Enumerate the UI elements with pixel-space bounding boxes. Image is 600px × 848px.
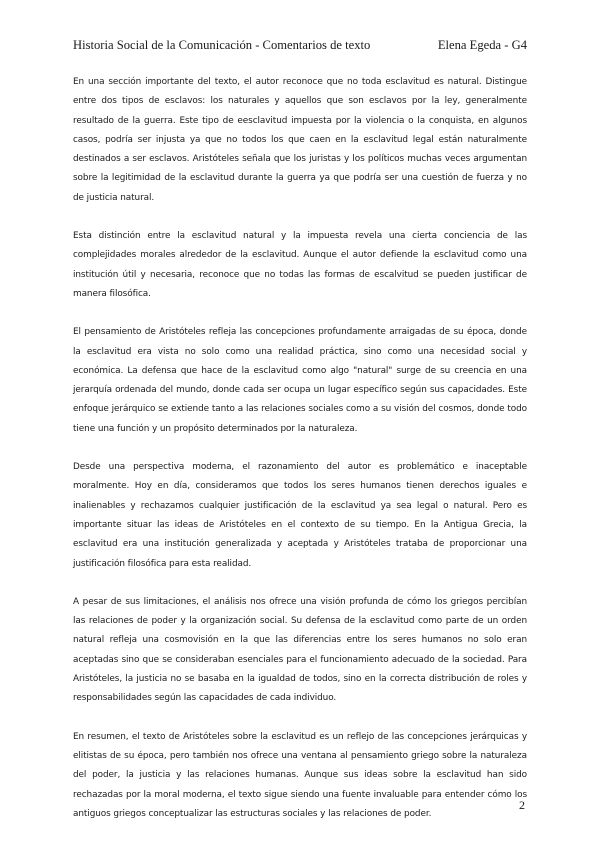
paragraph-3: El pensamiento de Aristóteles refleja las concepciones profundamente arraigadas de su época, donde la esclavitud era vista no solo como una realidad práctica, sino como una necesidad social y económica. La defensa que hace de la esclavitud como algo "natural" surge de su creencia en una jerarquía ordenada del mundo, donde cada ser ocupa un lugar específico según sus capacidades. Este enfoque jerárquico se extiende tanto a las relaciones sociales como a su visión del cosmos, donde todo tiene una función y un propósito determinados por la naturaleza.	[73, 327, 527, 434]
paragraph-1: En una sección importante del texto, el autor reconoce que no toda esclavitud es natural. Distingue entre dos tipos de esclavos: los naturales y aquellos que son esclavos por la ley, generalmente resultado de la guerra. Este tipo de eesclavitud impuesta por la violencia o la conquista, en algunos casos, podría ser injusta ya que no todos los que caen en la esclavitud legal están naturalmente destinados a ser esclavos. Aristóteles señala que los juristas y los políticos muchas veces argumentan sobre la legitimidad de la esclavitud durante la guerra ya que podría ser una cuestión de fuerza y no de justicia natural.	[73, 77, 527, 203]
body-text	[73, 73, 527, 843]
paragraph-2: Esta distinción entre la esclavitud natural y la impuesta revela una cierta conciencia de las complejidades morales alrededor de la esclavitud. Aunque el autor defiende la esclavitud como una institución útil y necesaria, reconoce que no todas las formas de escalvitud se pueden justificar de manera filosófica.	[73, 231, 527, 299]
paragraph-5: A pesar de sus limitaciones, el análisis nos ofrece una visión profunda de cómo los griegos percibían las relaciones de poder y la organización social. Su defensa de la esclavitud como parte de un orden natural refleja una cosmovisión en la que las diferencias entre los seres humanos no solo eran aceptadas sino que se consideraban esenciales para el funcionamiento adecuado de la sociedad. Para Aristóteles, la justicia no se basaba en la igualdad de todos, sino en la correcta distribución de roles y responsabilidades según las capacidades de cada individuo.	[73, 596, 527, 704]
paragraph-6: En resumen, el texto de Aristóteles sobre la esclavitud es un reflejo de las concepciones jerárquicas y elitistas de su época, pero también nos ofrece una ventana al pensamiento griego sobre la naturaleza del poder, la justicia y las relaciones humanas. Aunque sus ideas sobre la esclavitud han sido rechazadas por la moral moderna, el texto sigue siendo una fuente invaluable para entender cómo los antiguos griegos conceptualizar las estructuras sociales y las relaciones de poder.	[73, 731, 527, 819]
header-course-title: Historia Social de la Comunicación - Comentarios de texto	[73, 38, 371, 52]
page-number: 2	[519, 798, 525, 812]
header-author: Elena Egeda - G4	[437, 38, 527, 52]
paragraph-4: Desde una perspectiva moderna, el razonamiento del autor es problemático e inaceptable moralmente. Hoy en día, consideramos que todos los seres humanos tienen derechos iguales e inalienables y rechazamos cualquier justificación de la esclavitud ya sea legal o natural. Pero es importante situar las ideas de Aristóteles en el contexto de su tiempo. En la Antigua Grecia, la esclavitud era una institución generalizada y aceptada y Aristóteles trataba de proporcionar una justificación filosófica para esta realidad.	[73, 462, 527, 569]
